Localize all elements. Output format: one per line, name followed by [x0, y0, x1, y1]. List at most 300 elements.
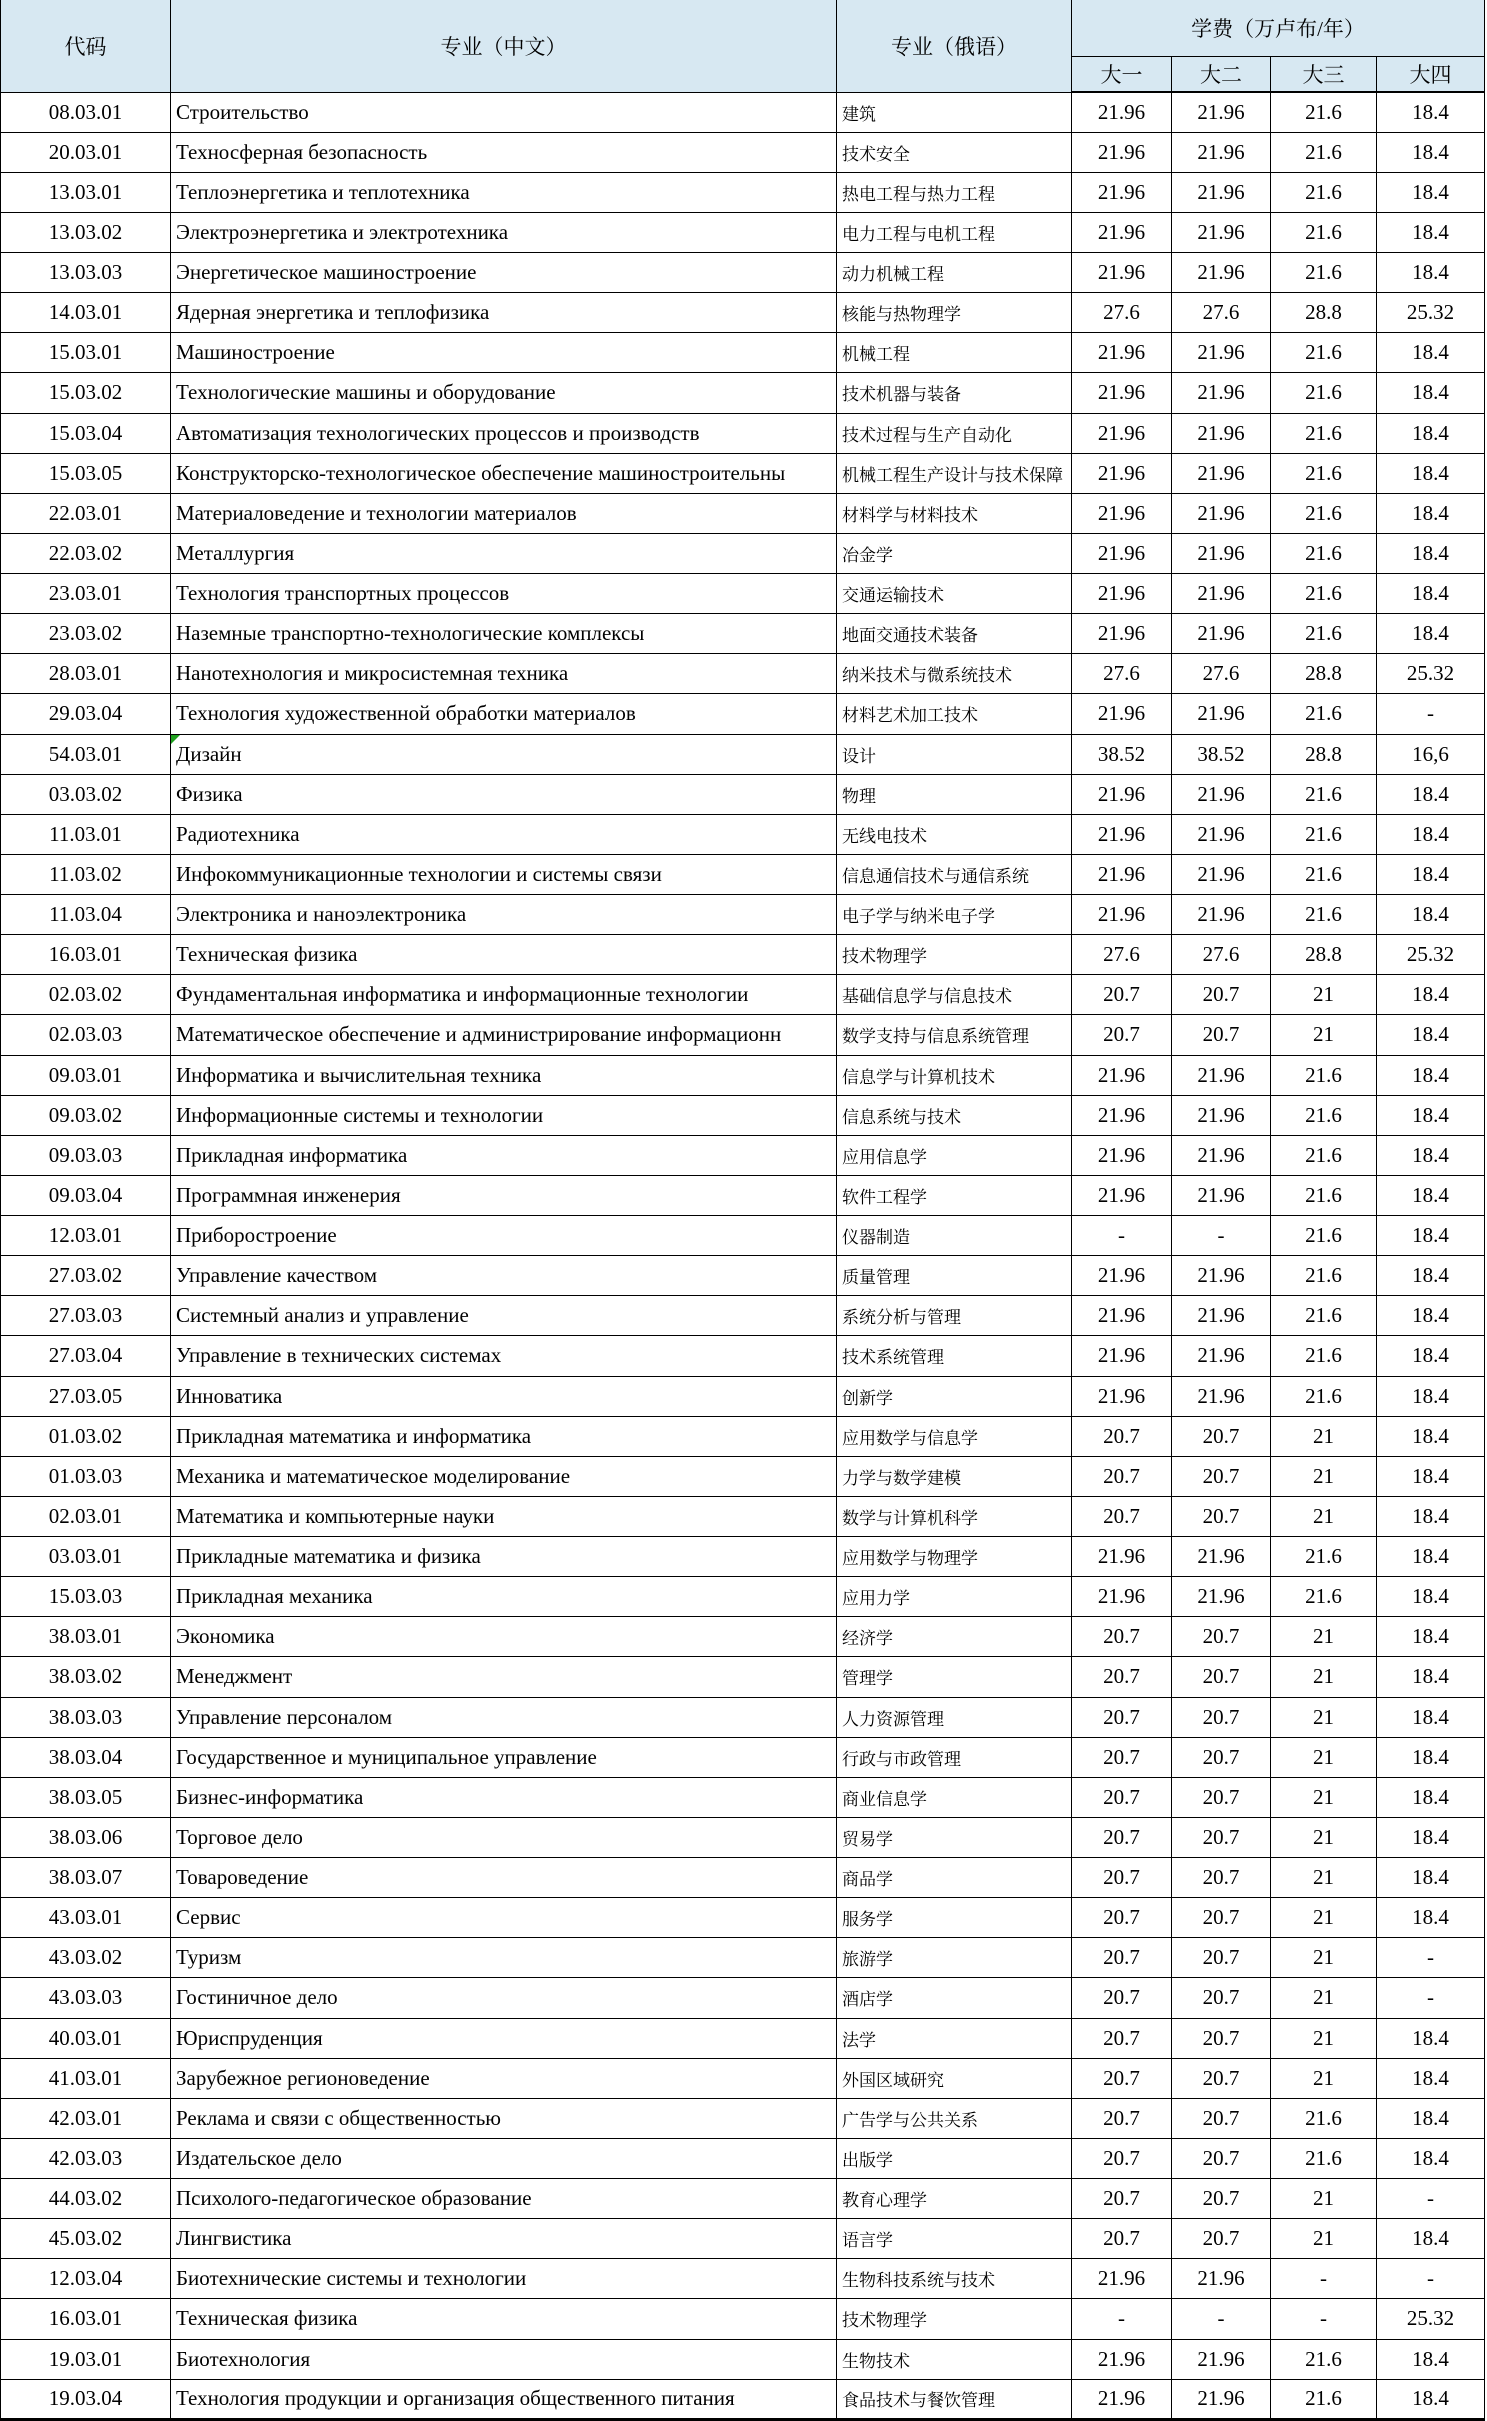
- fee-year4-cell: 18.4: [1377, 2018, 1485, 2058]
- fee-year4-cell: 18.4: [1377, 413, 1485, 453]
- major-name-cell: Технология транспортных процессов: [171, 574, 837, 614]
- fee-year2-cell: 20.7: [1172, 1496, 1271, 1536]
- fee-year3-cell: 21.6: [1271, 1336, 1377, 1376]
- fee-year2-cell: 21.96: [1172, 212, 1271, 252]
- fee-year2-cell: 20.7: [1172, 2098, 1271, 2138]
- fee-year1-cell: 21.96: [1072, 1055, 1172, 1095]
- fee-year2-cell: 21.96: [1172, 774, 1271, 814]
- table-body: [1, 92, 1485, 2419]
- fee-year2-cell: 20.7: [1172, 1015, 1271, 1055]
- major-translation-cell: 外国区域研究: [837, 2058, 1072, 2098]
- code-cell: 11.03.02: [1, 854, 171, 894]
- fee-year3-cell: 21: [1271, 2219, 1377, 2259]
- fee-year3-cell: 28.8: [1271, 935, 1377, 975]
- major-name-cell: Биотехнические системы и технологии: [171, 2259, 837, 2299]
- fee-year1-cell: 20.7: [1072, 1817, 1172, 1857]
- major-name-cell: Электроэнергетика и электротехника: [171, 212, 837, 252]
- fee-year4-cell: 18.4: [1377, 1777, 1485, 1817]
- fee-year4-cell: 18.4: [1377, 1095, 1485, 1135]
- table-row: [1, 493, 1485, 533]
- code-cell: 02.03.03: [1, 1015, 171, 1055]
- fee-year4-cell: 16,6: [1377, 734, 1485, 774]
- fee-year2-cell: 21.96: [1172, 1175, 1271, 1215]
- fee-year2-cell: 21.96: [1172, 92, 1271, 132]
- code-cell: 43.03.01: [1, 1898, 171, 1938]
- table-row: [1, 1336, 1485, 1376]
- fee-year3-cell: 21.6: [1271, 212, 1377, 252]
- fee-year2-cell: 27.6: [1172, 293, 1271, 333]
- fee-year4-cell: -: [1377, 1978, 1485, 2018]
- table-row: [1, 2138, 1485, 2178]
- fee-year4-cell: 18.4: [1377, 2138, 1485, 2178]
- major-name-cell: Автоматизация технологических процессов и производств: [171, 413, 837, 453]
- major-translation-cell: 地面交通技术装备: [837, 614, 1072, 654]
- fee-year1-cell: 21.96: [1072, 453, 1172, 493]
- fee-year3-cell: 21.6: [1271, 1135, 1377, 1175]
- fee-year4-cell: 18.4: [1377, 172, 1485, 212]
- col-header-year-4: 大四: [1377, 56, 1485, 92]
- fee-year3-cell: 21: [1271, 1657, 1377, 1697]
- fee-year4-cell: 18.4: [1377, 2339, 1485, 2379]
- fee-year2-cell: 21.96: [1172, 533, 1271, 573]
- fee-year2-cell: 20.7: [1172, 2219, 1271, 2259]
- table-row: [1, 1898, 1485, 1938]
- fee-year1-cell: -: [1072, 1216, 1172, 1256]
- code-cell: 41.03.01: [1, 2058, 171, 2098]
- major-translation-cell: 教育心理学: [837, 2179, 1072, 2219]
- fee-year1-cell: 21.96: [1072, 333, 1172, 373]
- fee-year3-cell: 21: [1271, 1898, 1377, 1938]
- fee-year3-cell: 21: [1271, 1416, 1377, 1456]
- major-name-cell: Дизайн: [171, 734, 837, 774]
- major-translation-cell: 商品学: [837, 1858, 1072, 1898]
- code-cell: 38.03.02: [1, 1657, 171, 1697]
- major-translation-cell: 应用数学与物理学: [837, 1537, 1072, 1577]
- fee-year2-cell: 21.96: [1172, 1256, 1271, 1296]
- code-cell: 11.03.01: [1, 814, 171, 854]
- fee-year4-cell: 18.4: [1377, 2058, 1485, 2098]
- fee-year1-cell: 21.96: [1072, 212, 1172, 252]
- table-row: [1, 1938, 1485, 1978]
- fee-year3-cell: 21.6: [1271, 1296, 1377, 1336]
- major-translation-cell: 信息通信技术与通信系统: [837, 854, 1072, 894]
- fee-year4-cell: 18.4: [1377, 333, 1485, 373]
- table-row: [1, 1015, 1485, 1055]
- fee-year4-cell: 18.4: [1377, 2098, 1485, 2138]
- fee-year1-cell: 20.7: [1072, 1697, 1172, 1737]
- fee-year3-cell: 21.6: [1271, 854, 1377, 894]
- fee-year2-cell: 21.96: [1172, 1537, 1271, 1577]
- code-cell: 12.03.04: [1, 2259, 171, 2299]
- code-cell: 02.03.01: [1, 1496, 171, 1536]
- code-cell: 22.03.01: [1, 493, 171, 533]
- fee-year4-cell: 18.4: [1377, 854, 1485, 894]
- major-name-cell: Программная инженерия: [171, 1175, 837, 1215]
- table-row: [1, 975, 1485, 1015]
- table-row: [1, 92, 1485, 132]
- fee-year3-cell: 21.6: [1271, 413, 1377, 453]
- major-name-cell: Информационные системы и технологии: [171, 1095, 837, 1135]
- code-cell: 09.03.02: [1, 1095, 171, 1135]
- major-translation-cell: 交通运输技术: [837, 574, 1072, 614]
- fee-year1-cell: 21.96: [1072, 895, 1172, 935]
- fee-year2-cell: 21.96: [1172, 1296, 1271, 1336]
- major-translation-cell: 材料艺术加工技术: [837, 694, 1072, 734]
- fee-year2-cell: 21.96: [1172, 895, 1271, 935]
- fee-year4-cell: 18.4: [1377, 1175, 1485, 1215]
- major-translation-cell: 电子学与纳米电子学: [837, 895, 1072, 935]
- fee-year3-cell: 21.6: [1271, 533, 1377, 573]
- table-row: [1, 734, 1485, 774]
- major-name-cell: Прикладные математика и физика: [171, 1537, 837, 1577]
- table-row: [1, 1376, 1485, 1416]
- code-cell: 14.03.01: [1, 293, 171, 333]
- fee-year3-cell: 28.8: [1271, 654, 1377, 694]
- table-row: [1, 1978, 1485, 2018]
- table-row: [1, 1296, 1485, 1336]
- fee-year3-cell: 21.6: [1271, 1175, 1377, 1215]
- major-translation-cell: 物理: [837, 774, 1072, 814]
- fee-year1-cell: 20.7: [1072, 1456, 1172, 1496]
- major-translation-cell: 力学与数学建模: [837, 1456, 1072, 1496]
- code-cell: 12.03.01: [1, 1216, 171, 1256]
- fee-year4-cell: 18.4: [1377, 774, 1485, 814]
- table-row: [1, 1216, 1485, 1256]
- fee-year3-cell: 21.6: [1271, 132, 1377, 172]
- major-name-cell: Управление в технических системах: [171, 1336, 837, 1376]
- fee-year2-cell: 21.96: [1172, 172, 1271, 212]
- table-row: [1, 1456, 1485, 1496]
- major-name-cell: Электроника и наноэлектроника: [171, 895, 837, 935]
- code-cell: 42.03.03: [1, 2138, 171, 2178]
- table-row: [1, 654, 1485, 694]
- fee-year2-cell: 20.7: [1172, 1697, 1271, 1737]
- code-cell: 01.03.02: [1, 1416, 171, 1456]
- major-translation-cell: 语言学: [837, 2219, 1072, 2259]
- code-cell: 29.03.04: [1, 694, 171, 734]
- table-row: [1, 2259, 1485, 2299]
- major-name-cell: Технология продукции и организация общественного питания: [171, 2379, 837, 2419]
- major-name-cell: Бизнес-информатика: [171, 1777, 837, 1817]
- major-translation-cell: 机械工程: [837, 333, 1072, 373]
- fee-year2-cell: 20.7: [1172, 1456, 1271, 1496]
- fee-year1-cell: 20.7: [1072, 2179, 1172, 2219]
- major-translation-cell: 生物科技系统与技术: [837, 2259, 1072, 2299]
- fee-year2-cell: 20.7: [1172, 2179, 1271, 2219]
- fee-year4-cell: 25.32: [1377, 2299, 1485, 2339]
- fee-year2-cell: 20.7: [1172, 1617, 1271, 1657]
- code-cell: 15.03.03: [1, 1577, 171, 1617]
- major-name-cell: Техническая физика: [171, 2299, 837, 2339]
- major-name-cell: Фундаментальная информатика и информационные технологии: [171, 975, 837, 1015]
- major-name-cell: Строительство: [171, 92, 837, 132]
- major-translation-cell: 信息系统与技术: [837, 1095, 1072, 1135]
- code-cell: 08.03.01: [1, 92, 171, 132]
- fee-year4-cell: 18.4: [1377, 1336, 1485, 1376]
- major-name-cell: Издательское дело: [171, 2138, 837, 2178]
- major-name-cell: Нанотехнология и микросистемная техника: [171, 654, 837, 694]
- major-name-cell: Экономика: [171, 1617, 837, 1657]
- major-name-cell: Теплоэнергетика и теплотехника: [171, 172, 837, 212]
- major-translation-cell: 冶金学: [837, 533, 1072, 573]
- fee-year3-cell: 21.6: [1271, 1055, 1377, 1095]
- code-cell: 23.03.02: [1, 614, 171, 654]
- fee-year1-cell: 21.96: [1072, 574, 1172, 614]
- fee-year1-cell: 21.96: [1072, 1095, 1172, 1135]
- fee-year2-cell: 20.7: [1172, 1737, 1271, 1777]
- fee-year4-cell: -: [1377, 1938, 1485, 1978]
- fee-year1-cell: 27.6: [1072, 293, 1172, 333]
- fee-year4-cell: 18.4: [1377, 1697, 1485, 1737]
- fee-year2-cell: 20.7: [1172, 1858, 1271, 1898]
- fee-year1-cell: 21.96: [1072, 1175, 1172, 1215]
- table-row: [1, 293, 1485, 333]
- table-row: [1, 1537, 1485, 1577]
- col-header-major-cn: 专业（中文）: [171, 0, 837, 92]
- major-name-cell: Ядерная энергетика и теплофизика: [171, 293, 837, 333]
- major-name-cell: Государственное и муниципальное управление: [171, 1737, 837, 1777]
- fee-year2-cell: 21.96: [1172, 1095, 1271, 1135]
- code-cell: 16.03.01: [1, 935, 171, 975]
- fee-year4-cell: 25.32: [1377, 293, 1485, 333]
- major-name-cell: Управление персоналом: [171, 1697, 837, 1737]
- major-translation-cell: 酒店学: [837, 1978, 1072, 2018]
- table-header: [1, 0, 1485, 92]
- table-row: [1, 212, 1485, 252]
- major-name-cell: Психолого-педагогическое образование: [171, 2179, 837, 2219]
- fee-year4-cell: 25.32: [1377, 654, 1485, 694]
- col-header-year-1: 大一: [1072, 56, 1172, 92]
- fee-year2-cell: 21.96: [1172, 694, 1271, 734]
- col-header-tuition: 学费（万卢布/年）: [1072, 0, 1485, 56]
- table-row: [1, 935, 1485, 975]
- fee-year1-cell: 21.96: [1072, 1537, 1172, 1577]
- major-translation-cell: 数学支持与信息系统管理: [837, 1015, 1072, 1055]
- fee-year3-cell: 21.6: [1271, 253, 1377, 293]
- fee-year2-cell: 27.6: [1172, 935, 1271, 975]
- fee-year1-cell: 20.7: [1072, 975, 1172, 1015]
- code-cell: 38.03.03: [1, 1697, 171, 1737]
- code-cell: 09.03.03: [1, 1135, 171, 1175]
- fee-year1-cell: 21.96: [1072, 1256, 1172, 1296]
- fee-year2-cell: 21.96: [1172, 453, 1271, 493]
- fee-year2-cell: 21.96: [1172, 413, 1271, 453]
- fee-year1-cell: 20.7: [1072, 1015, 1172, 1055]
- fee-year1-cell: 20.7: [1072, 2098, 1172, 2138]
- fee-year2-cell: 21.96: [1172, 2379, 1271, 2419]
- fee-year2-cell: 21.96: [1172, 1135, 1271, 1175]
- fee-year4-cell: 18.4: [1377, 1055, 1485, 1095]
- major-translation-cell: 设计: [837, 734, 1072, 774]
- major-translation-cell: 技术系统管理: [837, 1336, 1072, 1376]
- fee-year2-cell: 20.7: [1172, 2138, 1271, 2178]
- fee-year2-cell: 20.7: [1172, 975, 1271, 1015]
- major-name-cell: Юриспруденция: [171, 2018, 837, 2058]
- major-translation-cell: 应用信息学: [837, 1135, 1072, 1175]
- fee-year1-cell: 21.96: [1072, 2379, 1172, 2419]
- fee-year3-cell: 21: [1271, 1978, 1377, 2018]
- major-translation-cell: 信息学与计算机技术: [837, 1055, 1072, 1095]
- major-name-cell: Техническая физика: [171, 935, 837, 975]
- major-translation-cell: 服务学: [837, 1898, 1072, 1938]
- fee-year1-cell: 21.96: [1072, 1577, 1172, 1617]
- fee-year3-cell: 21: [1271, 2018, 1377, 2058]
- fee-year3-cell: 21: [1271, 1737, 1377, 1777]
- fee-year3-cell: 21.6: [1271, 2339, 1377, 2379]
- major-name-cell: Биотехнология: [171, 2339, 837, 2379]
- major-translation-cell: 动力机械工程: [837, 253, 1072, 293]
- code-cell: 09.03.01: [1, 1055, 171, 1095]
- fee-year3-cell: 21.6: [1271, 172, 1377, 212]
- fee-year1-cell: 21.96: [1072, 493, 1172, 533]
- code-cell: 22.03.02: [1, 533, 171, 573]
- major-translation-cell: 机械工程生产设计与技术保障: [837, 453, 1072, 493]
- table-row: [1, 2379, 1485, 2419]
- fee-year1-cell: -: [1072, 2299, 1172, 2339]
- fee-year4-cell: 18.4: [1377, 1657, 1485, 1697]
- major-translation-cell: 软件工程学: [837, 1175, 1072, 1215]
- table-row: [1, 1496, 1485, 1536]
- table-row: [1, 132, 1485, 172]
- fee-year2-cell: 21.96: [1172, 493, 1271, 533]
- code-cell: 20.03.01: [1, 132, 171, 172]
- fee-year2-cell: 38.52: [1172, 734, 1271, 774]
- fee-year1-cell: 20.7: [1072, 2138, 1172, 2178]
- table-row: [1, 1175, 1485, 1215]
- table-row: [1, 1737, 1485, 1777]
- table-row: [1, 1697, 1485, 1737]
- major-name-cell: Управление качеством: [171, 1256, 837, 1296]
- fee-year1-cell: 20.7: [1072, 2018, 1172, 2058]
- fee-year3-cell: 21.6: [1271, 92, 1377, 132]
- fee-year4-cell: 18.4: [1377, 2219, 1485, 2259]
- fee-year2-cell: 20.7: [1172, 1416, 1271, 1456]
- major-name-cell: Техносферная безопасность: [171, 132, 837, 172]
- fee-year4-cell: 18.4: [1377, 92, 1485, 132]
- major-name-cell: Товароведение: [171, 1858, 837, 1898]
- code-cell: 13.03.01: [1, 172, 171, 212]
- fee-year2-cell: 21.96: [1172, 253, 1271, 293]
- fee-year4-cell: 18.4: [1377, 895, 1485, 935]
- fee-year3-cell: 21.6: [1271, 1376, 1377, 1416]
- fee-year3-cell: 28.8: [1271, 293, 1377, 333]
- fee-year4-cell: 18.4: [1377, 1737, 1485, 1777]
- code-cell: 03.03.02: [1, 774, 171, 814]
- major-name-cell: Системный анализ и управление: [171, 1296, 837, 1336]
- comment-marker-icon: [171, 735, 180, 744]
- fee-year1-cell: 21.96: [1072, 92, 1172, 132]
- code-cell: 40.03.01: [1, 2018, 171, 2058]
- fee-year4-cell: -: [1377, 2179, 1485, 2219]
- fee-year1-cell: 20.7: [1072, 1617, 1172, 1657]
- fee-year1-cell: 21.96: [1072, 373, 1172, 413]
- major-translation-cell: 系统分析与管理: [837, 1296, 1072, 1336]
- fee-year1-cell: 20.7: [1072, 1657, 1172, 1697]
- fee-year1-cell: 21.96: [1072, 2339, 1172, 2379]
- table-row: [1, 1055, 1485, 1095]
- fee-year2-cell: 20.7: [1172, 1898, 1271, 1938]
- code-cell: 42.03.01: [1, 2098, 171, 2138]
- table-row: [1, 1256, 1485, 1296]
- code-cell: 09.03.04: [1, 1175, 171, 1215]
- fee-year2-cell: 20.7: [1172, 2058, 1271, 2098]
- fee-year4-cell: 18.4: [1377, 614, 1485, 654]
- fee-year4-cell: -: [1377, 2259, 1485, 2299]
- major-translation-cell: 技术安全: [837, 132, 1072, 172]
- fee-year3-cell: 21.6: [1271, 453, 1377, 493]
- table-row: [1, 453, 1485, 493]
- fee-year3-cell: 21: [1271, 2179, 1377, 2219]
- major-name-cell: Технологические машины и оборудование: [171, 373, 837, 413]
- major-translation-cell: 食品技术与餐饮管理: [837, 2379, 1072, 2419]
- fee-year3-cell: 21.6: [1271, 333, 1377, 373]
- major-name-cell: Приборостроение: [171, 1216, 837, 1256]
- table-row: [1, 253, 1485, 293]
- major-translation-cell: 基础信息学与信息技术: [837, 975, 1072, 1015]
- fee-year1-cell: 20.7: [1072, 1978, 1172, 2018]
- fee-year1-cell: 21.96: [1072, 253, 1172, 293]
- table-row: [1, 2018, 1485, 2058]
- table-row: [1, 333, 1485, 373]
- fee-year3-cell: 21: [1271, 1777, 1377, 1817]
- code-cell: 27.03.03: [1, 1296, 171, 1336]
- major-translation-cell: 商业信息学: [837, 1777, 1072, 1817]
- fee-year1-cell: 21.96: [1072, 132, 1172, 172]
- fee-year3-cell: 21.6: [1271, 614, 1377, 654]
- major-name-cell: Менеджмент: [171, 1657, 837, 1697]
- table-row: [1, 854, 1485, 894]
- fee-year1-cell: 21.96: [1072, 1336, 1172, 1376]
- fee-year4-cell: 25.32: [1377, 935, 1485, 975]
- code-cell: 19.03.04: [1, 2379, 171, 2419]
- code-cell: 43.03.02: [1, 1938, 171, 1978]
- major-translation-cell: 材料学与材料技术: [837, 493, 1072, 533]
- fee-year4-cell: 18.4: [1377, 574, 1485, 614]
- major-name-cell: Технология художественной обработки материалов: [171, 694, 837, 734]
- fee-year2-cell: 27.6: [1172, 654, 1271, 694]
- fee-year1-cell: 27.6: [1072, 654, 1172, 694]
- code-cell: 44.03.02: [1, 2179, 171, 2219]
- fee-year1-cell: 21.96: [1072, 413, 1172, 453]
- fee-year2-cell: 20.7: [1172, 1938, 1271, 1978]
- fee-year4-cell: 18.4: [1377, 132, 1485, 172]
- col-header-major-ru: 专业（俄语）: [837, 0, 1072, 92]
- table-row: [1, 814, 1485, 854]
- fee-year1-cell: 21.96: [1072, 1376, 1172, 1416]
- fee-year3-cell: 21.6: [1271, 774, 1377, 814]
- fee-year2-cell: 21.96: [1172, 132, 1271, 172]
- table-row: [1, 533, 1485, 573]
- code-cell: 38.03.04: [1, 1737, 171, 1777]
- major-translation-cell: 法学: [837, 2018, 1072, 2058]
- fee-year2-cell: -: [1172, 1216, 1271, 1256]
- fee-year2-cell: 21.96: [1172, 574, 1271, 614]
- table-row: [1, 2299, 1485, 2339]
- code-cell: 15.03.01: [1, 333, 171, 373]
- fee-year1-cell: 21.96: [1072, 1135, 1172, 1175]
- fee-year3-cell: 21.6: [1271, 1537, 1377, 1577]
- fee-year2-cell: 21.96: [1172, 1577, 1271, 1617]
- fee-year2-cell: 21.96: [1172, 2339, 1271, 2379]
- fee-year2-cell: 21.96: [1172, 814, 1271, 854]
- table-row: [1, 172, 1485, 212]
- table-row: [1, 1416, 1485, 1456]
- fee-year2-cell: 20.7: [1172, 2018, 1271, 2058]
- fee-year3-cell: -: [1271, 2259, 1377, 2299]
- table-row: [1, 1577, 1485, 1617]
- fee-year3-cell: 21.6: [1271, 1256, 1377, 1296]
- fee-year3-cell: 21: [1271, 1817, 1377, 1857]
